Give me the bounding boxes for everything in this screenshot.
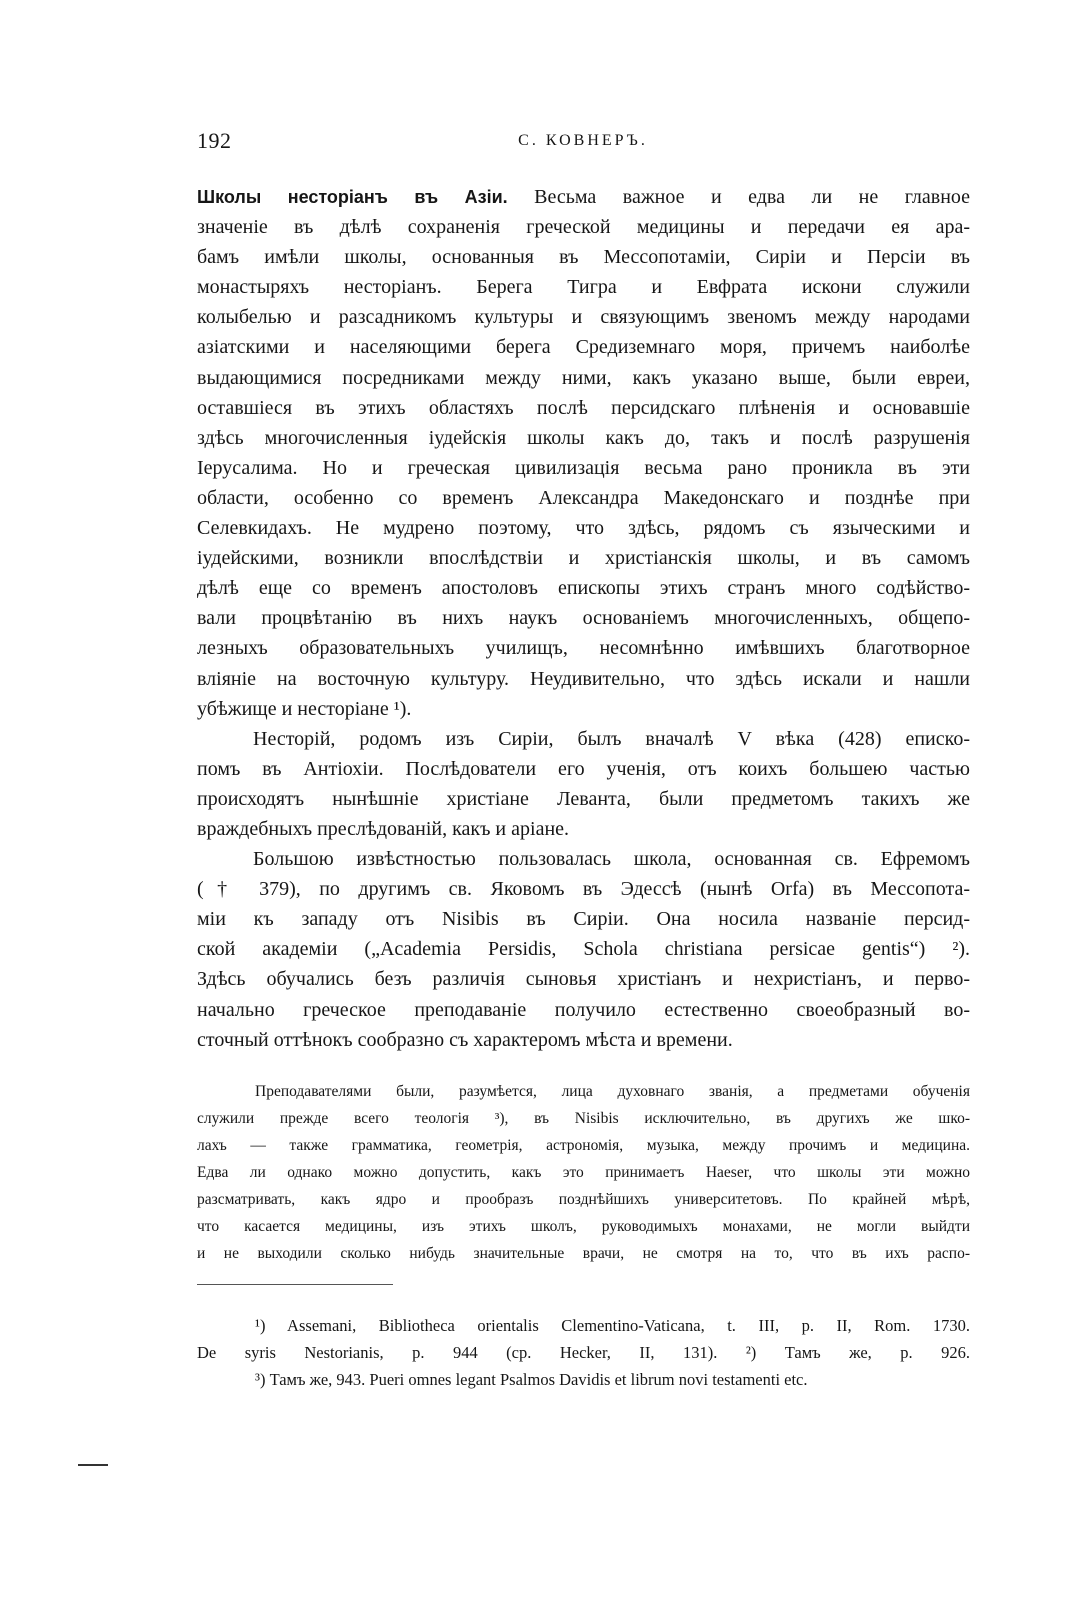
main-text xyxy=(197,182,970,1055)
text-line: значеніе въ дѣлѣ сохраненія греческой медицины и передачи ея ара- xyxy=(197,216,970,239)
footnote-line: ³) Тамъ же, 943. Pueri omnes legant Psalmos Davidis et librum novi testamenti etc. xyxy=(255,1370,808,1389)
text-line: Большою извѣстностью пользовалась школа, основанная св. Ефремомъ xyxy=(253,848,970,871)
text-line: Іерусалима. Но и греческая цивилизація весьма рано проникла въ эти xyxy=(197,456,970,479)
note-line: что касается медицины, изъ этихъ школъ, руководимыхъ монахами, не могли выйдти xyxy=(197,1218,970,1235)
text-line: здѣсь многочисленныя іудейскія школы какъ до, такъ и послѣ разрушенія xyxy=(197,426,970,449)
text-line: вліяніе на восточную культуру. Неудивительно, что здѣсь искали и нашли xyxy=(197,667,970,690)
text-line: оставшіеся въ этихъ областяхъ послѣ персидскаго плѣненія и основавшіе xyxy=(197,396,970,419)
text-line: начально греческое преподаваніе получило естественно своеобразный во- xyxy=(197,998,970,1021)
text-line: области, особенно со временъ Александра Македонскаго и позднѣе при xyxy=(197,486,970,509)
footnote-divider xyxy=(197,1284,393,1285)
note-line: Едва ли однако можно допустить, какъ это принимаетъ Haeser, что школы эти можно xyxy=(197,1164,970,1181)
text-line: монастыряхъ несторіанъ. Берега Тигра и Евфрата искони служили xyxy=(197,276,970,299)
text-line: убѣжище и несторіане ¹). xyxy=(197,697,412,720)
note-line: Преподавателями были, разумѣется, лица духовнаго званія, а предметами обученія xyxy=(255,1083,970,1100)
text-line: міи къ западу отъ Nisibis въ Сиріи. Она носила названіе персид- xyxy=(197,908,970,931)
text-line: лезныхъ образовательныхъ училищъ, несомнѣнно имѣвшихъ благотворное xyxy=(197,637,970,660)
text-line: азіатскими и населяющими берега Средиземнаго моря, причемъ наиболѣе xyxy=(197,336,970,359)
text-line: бамъ имѣли школы, основанныя въ Мессопотаміи, Сиріи и Персіи въ xyxy=(197,246,970,269)
text-line: враждебныхъ преслѣдованій, какъ и аріане. xyxy=(197,817,570,840)
text-line: вали процвѣтанію въ нихъ наукъ основаніемъ многочисленныхъ, общепо- xyxy=(197,607,970,630)
note-line: служили прежде всего теологія ³), въ Nisibis исключительно, въ другихъ же шко- xyxy=(197,1110,970,1127)
text-line: Школы несторіанъ въ Азіи. Весьма важное и едва ли не главное xyxy=(197,186,970,208)
text-line: († 379), по другимъ св. Яковомъ въ Эдессѣ (нынѣ Orfa) въ Мессопота- xyxy=(197,878,970,901)
text-line: Селевкидахъ. Не мудрено поэтому, что здѣсь, рядомъ съ языческими и xyxy=(197,517,970,540)
footnotes xyxy=(197,1312,970,1393)
page-header xyxy=(197,128,969,160)
text-line: іудейскими, возникли впослѣдствіи и христіанскія школы, и въ самомъ xyxy=(197,547,970,570)
text-line: помъ въ Антіохіи. Послѣдователи его ученія, отъ коихъ большею частью xyxy=(197,757,970,780)
text-line: Здѣсь обучались безъ различія сыновья христіанъ и нехристіанъ, и перво- xyxy=(197,968,970,991)
footnote-line: De syris Nestorianis, p. 944 (cp. Hecker, II, 131). ²) Тамъ же, p. 926. xyxy=(197,1343,970,1362)
page-number: 192 xyxy=(197,128,232,153)
margin-mark xyxy=(78,1464,108,1466)
note-line: лахъ — также грамматика, геометрія, астрономія, музыка, между прочимъ и медицина. xyxy=(197,1137,970,1154)
text-line: сточный оттѣнокъ сообразно съ характеромъ мѣста и времени. xyxy=(197,1028,733,1051)
text-line: дѣлѣ еще со временъ апостоловъ епископы этихъ странъ много содѣйство- xyxy=(197,577,970,600)
section-heading: Школы несторіанъ въ Азіи. xyxy=(197,187,508,207)
running-head: С. КОВНЕРЪ. xyxy=(518,132,648,149)
text-line: выдающимися посредниками между ними, какъ указано выше, были евреи, xyxy=(197,366,970,389)
text-line: ской академіи („Academia Persidis, Schola christiana persicae gentis“) ²). xyxy=(197,938,970,961)
note-line: разсматривать, какъ ядро и прообразъ позднѣйшихъ университетовъ. По крайней мѣрѣ, xyxy=(197,1191,970,1208)
small-print-note xyxy=(197,1078,970,1267)
text-line: Несторій, родомъ изъ Сиріи, былъ вначалѣ V вѣка (428) еписко- xyxy=(253,727,970,750)
note-line: и не выходили сколько нибудь значительные врачи, не смотря на то, что въ ихъ распо- xyxy=(197,1245,970,1262)
text-line: происходятъ нынѣшніе христіане Леванта, были предметомъ такихъ же xyxy=(197,787,970,810)
footnote-line: ¹) Assemani, Bibliotheca orientalis Clementino-Vaticana, t. III, p. II, Rom. 1730. xyxy=(255,1316,970,1335)
text-line: колыбелью и разсадникомъ культуры и связующимъ звеномъ между народами xyxy=(197,306,970,329)
